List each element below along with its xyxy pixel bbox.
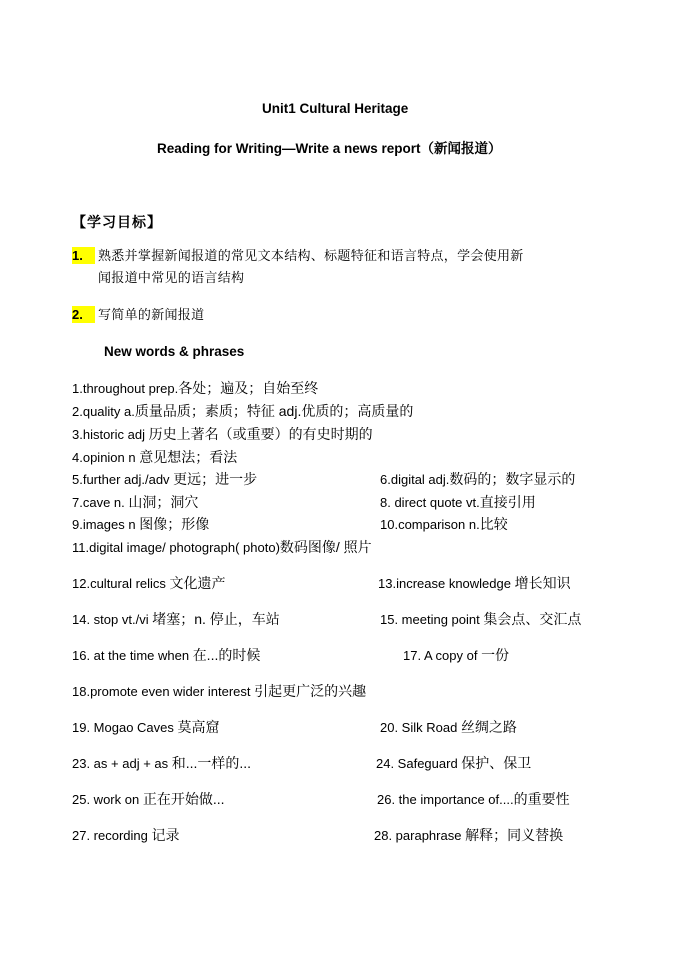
objective-text-line: 闻报道中常见的语言结构 bbox=[98, 271, 245, 286]
vocab-entry bbox=[72, 424, 373, 444]
vocab-meaning: 和...一样的... bbox=[171, 755, 252, 771]
vocab-term: 25. work on bbox=[72, 792, 143, 807]
vocab-meaning: 质量品质；素质；特征 adj.优质的；高质量的 bbox=[134, 403, 414, 419]
vocab-term: 1.throughout prep. bbox=[72, 381, 179, 396]
vocab-entry bbox=[380, 469, 575, 489]
vocab-entry bbox=[72, 681, 366, 701]
vocab-entry bbox=[380, 609, 581, 629]
vocab-entry bbox=[72, 447, 237, 467]
vocab-term: 4.opinion n bbox=[72, 450, 140, 465]
vocab-term: 28. paraphrase bbox=[374, 828, 466, 843]
vocab-meaning: 在...的时候 bbox=[192, 647, 261, 663]
vocab-meaning: 莫高窟 bbox=[177, 719, 220, 735]
vocab-entry bbox=[380, 492, 536, 512]
vocab-term: 17. A copy of bbox=[403, 648, 482, 663]
vocab-meaning: 数码的；数字显示的 bbox=[449, 471, 576, 487]
vocab-term: 24. Safeguard bbox=[376, 756, 462, 771]
vocab-entry bbox=[72, 492, 198, 512]
vocab-entry bbox=[72, 717, 220, 737]
vocab-meaning: 解释；同义替换 bbox=[465, 827, 564, 843]
objective-text-line: 写简单的新闻报道 bbox=[98, 308, 205, 323]
vocab-entry bbox=[72, 469, 257, 489]
vocab-term: 27. recording bbox=[72, 828, 152, 843]
vocab-entry bbox=[380, 514, 508, 534]
unit-title: Unit1 Cultural Heritage bbox=[262, 101, 409, 116]
vocab-term: 23. as + adj + as bbox=[72, 756, 172, 771]
objective-text-line: 熟悉并掌握新闻报道的常见文本结构、标题特征和语言特点，学会使用新 bbox=[98, 249, 524, 264]
vocab-meaning: 历史上著名（或重要）的有史时期的 bbox=[148, 426, 373, 442]
objective-number: 2. bbox=[72, 306, 95, 323]
vocab-meaning: 数码图像/ 照片 bbox=[279, 539, 372, 555]
vocab-entry bbox=[380, 717, 517, 737]
vocab-entry bbox=[72, 378, 318, 398]
vocab-entry bbox=[72, 609, 280, 629]
vocab-entry bbox=[376, 753, 531, 773]
vocab-meaning: 丝绸之路 bbox=[460, 719, 517, 735]
vocab-term: 16. at the time when bbox=[72, 648, 193, 663]
vocab-term: 8. direct quote vt. bbox=[380, 495, 480, 510]
vocab-term: 20. Silk Road bbox=[380, 720, 461, 735]
vocab-meaning: 正在开始做... bbox=[142, 791, 225, 807]
objective-item bbox=[72, 306, 95, 324]
objectives-heading: 【学习目标】 bbox=[72, 215, 162, 231]
words-heading: New words & phrases bbox=[104, 344, 245, 359]
vocab-entry bbox=[72, 514, 209, 534]
vocab-meaning: 保护、保卫 bbox=[461, 755, 532, 771]
vocab-meaning: 一份 bbox=[481, 647, 510, 663]
vocab-entry bbox=[72, 825, 180, 845]
vocab-meaning: 意见想法；看法 bbox=[139, 449, 238, 465]
vocab-term: 18.promote even wider interest bbox=[72, 684, 255, 699]
vocab-entry bbox=[72, 645, 260, 665]
vocab-term: 6.digital adj. bbox=[380, 472, 450, 487]
vocab-term: 26. the importance of.... bbox=[377, 792, 514, 807]
vocab-term: 9.images n bbox=[72, 517, 140, 532]
vocab-meaning: 直接引用 bbox=[479, 494, 536, 510]
vocab-entry bbox=[72, 537, 372, 557]
vocab-entry bbox=[72, 401, 413, 421]
vocab-meaning: 记录 bbox=[151, 827, 180, 843]
vocab-entry bbox=[377, 789, 570, 809]
vocab-term: 19. Mogao Caves bbox=[72, 720, 178, 735]
vocab-term: 15. meeting point bbox=[380, 612, 484, 627]
lesson-subtitle: Reading for Writing—Write a news report（新闻报道） bbox=[157, 141, 502, 156]
vocab-term: 12.cultural relics bbox=[72, 576, 170, 591]
vocab-meaning: 图像；形像 bbox=[139, 516, 210, 532]
vocab-entry bbox=[378, 573, 571, 593]
vocab-meaning: 堵塞；n. 停止，车站 bbox=[152, 611, 280, 627]
objective-number: 1. bbox=[72, 247, 95, 264]
vocab-meaning: 的重要性 bbox=[513, 791, 570, 807]
vocab-entry bbox=[72, 573, 226, 593]
vocab-entry bbox=[72, 753, 251, 773]
vocab-entry bbox=[72, 789, 225, 809]
vocab-meaning: 各处；遍及；自始至终 bbox=[178, 380, 319, 396]
vocab-meaning: 更远；进一步 bbox=[173, 471, 258, 487]
vocab-term: 3.historic adj bbox=[72, 427, 149, 442]
vocab-meaning: 集会点、交汇点 bbox=[483, 611, 582, 627]
vocab-term: 5.further adj./adv bbox=[72, 472, 174, 487]
vocab-meaning: 增长知识 bbox=[514, 575, 571, 591]
vocab-entry bbox=[403, 645, 509, 665]
vocab-term: 14. stop vt./vi bbox=[72, 612, 153, 627]
vocab-entry bbox=[374, 825, 563, 845]
vocab-term: 7.cave n. bbox=[72, 495, 129, 510]
objective-item bbox=[72, 247, 95, 265]
vocab-meaning: 文化遗产 bbox=[169, 575, 226, 591]
vocab-term: 10.comparison n. bbox=[380, 517, 480, 532]
vocab-term: 13.increase knowledge bbox=[378, 576, 515, 591]
vocab-meaning: 山洞；洞穴 bbox=[128, 494, 199, 510]
vocab-term: 11.digital image/ photograph( photo) bbox=[72, 540, 280, 555]
vocab-meaning: 比较 bbox=[479, 516, 508, 532]
vocab-term: 2.quality a. bbox=[72, 404, 135, 419]
vocab-meaning: 引起更广泛的兴趣 bbox=[254, 683, 367, 699]
